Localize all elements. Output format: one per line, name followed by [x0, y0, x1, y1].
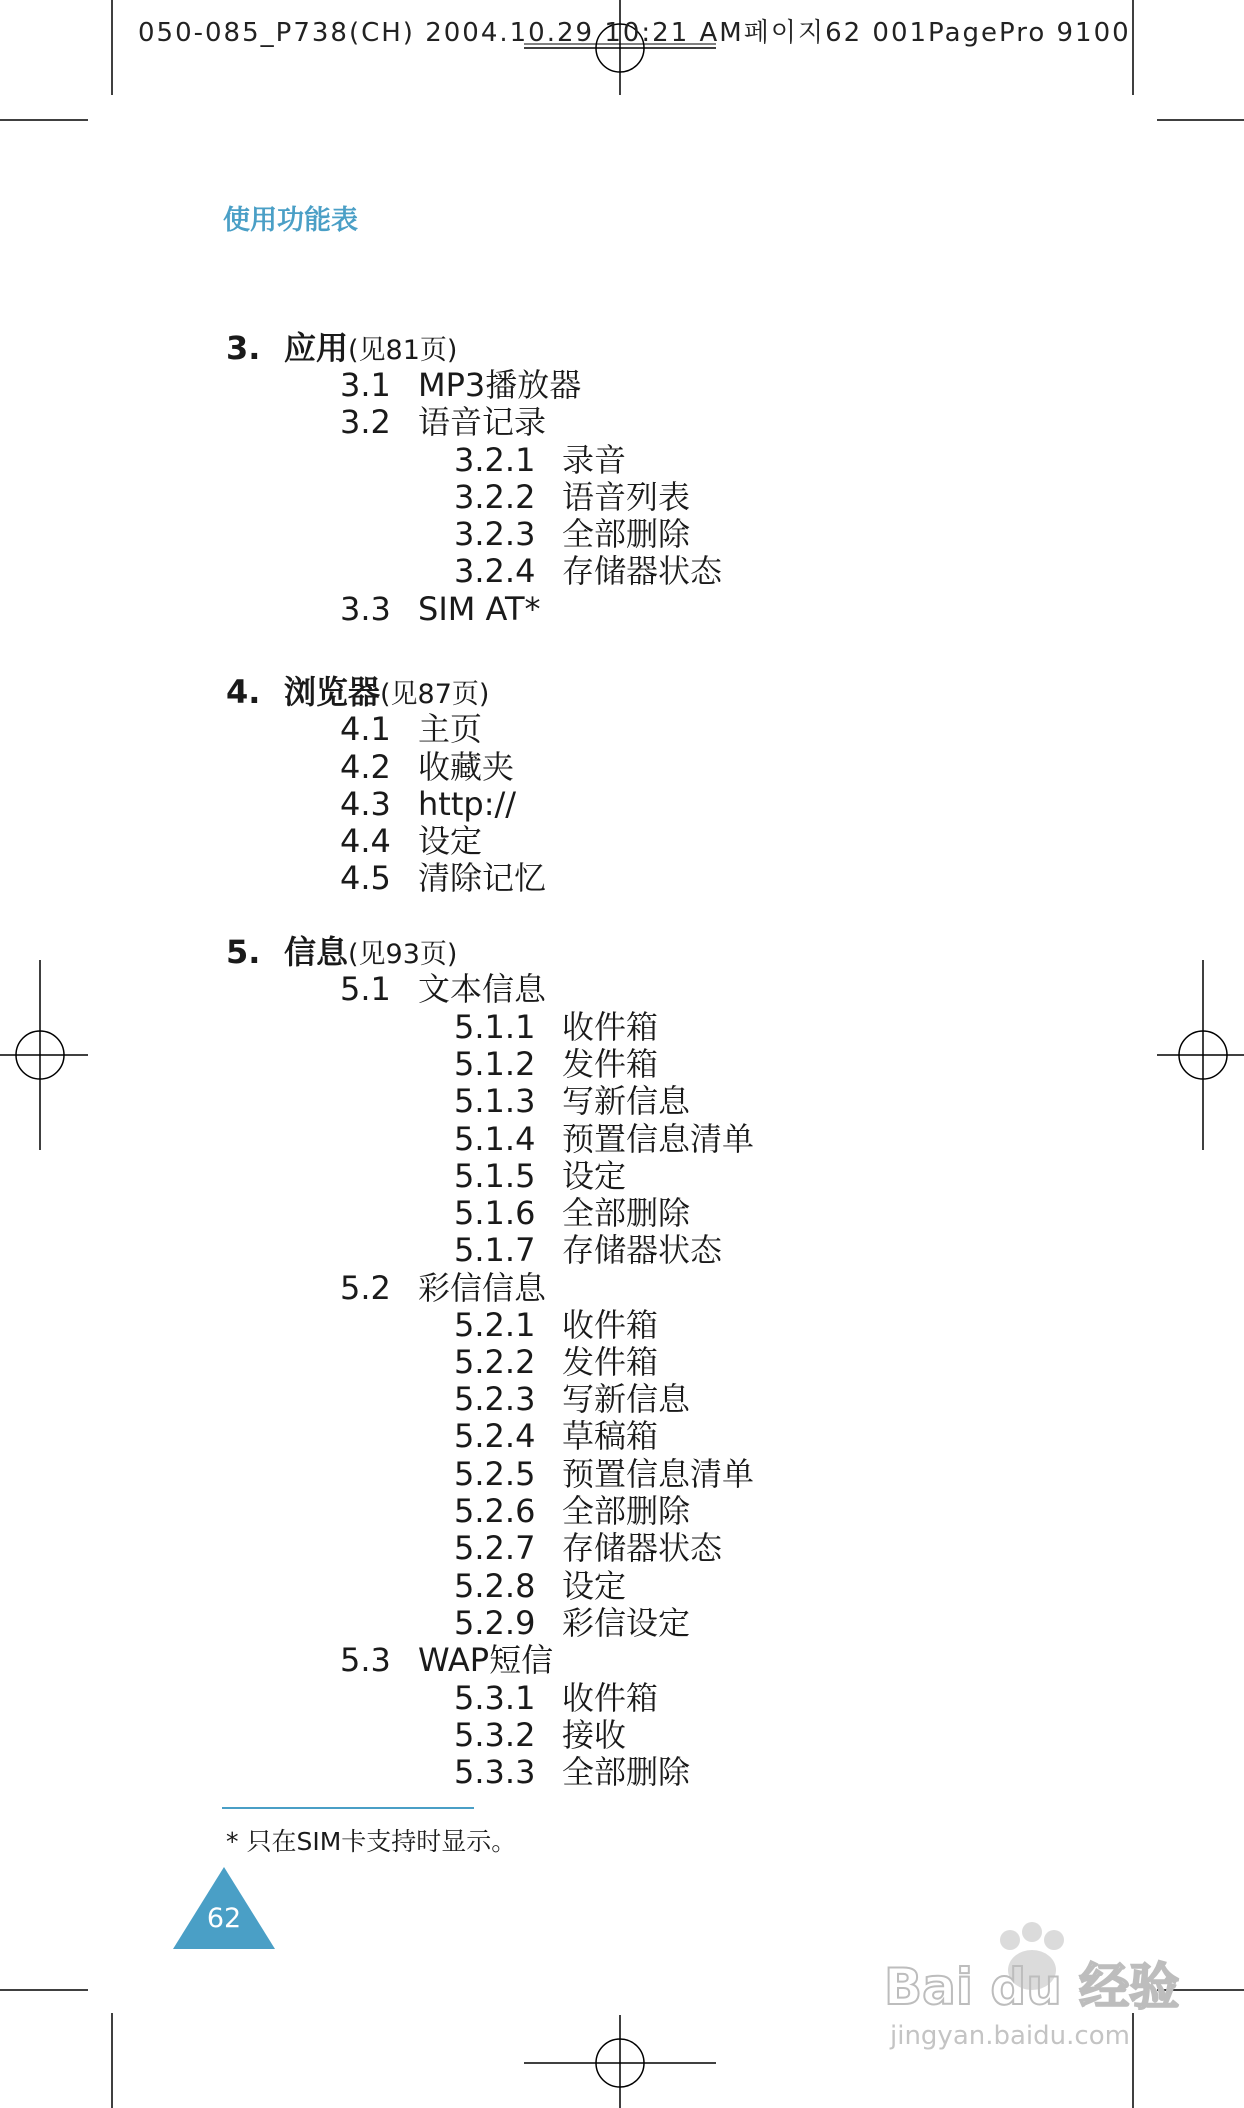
menu-label: WAP短信	[418, 1641, 554, 1679]
menu-label: 收件箱	[562, 1306, 659, 1344]
menu-number: 3.3	[340, 590, 391, 628]
watermark-brand: Bai du 经验	[884, 1958, 1180, 2016]
menu-number: 5.3.1	[454, 1679, 536, 1717]
menu-number: 5.2.4	[454, 1417, 536, 1455]
menu-label: 发件箱	[562, 1045, 659, 1083]
footnote-rule	[222, 1807, 474, 1809]
menu-label: 收藏夹	[418, 748, 515, 786]
section-title: 使用功能表	[223, 205, 358, 236]
menu-number: 3.2.3	[454, 515, 536, 553]
menu-label: 文本信息	[418, 970, 547, 1008]
menu-number: 5.2.1	[454, 1306, 536, 1344]
menu-number: 5.1.4	[454, 1120, 536, 1158]
menu-label: 预置信息清单	[562, 1455, 755, 1493]
menu-label: 应用	[284, 329, 349, 367]
menu-label: 设定	[562, 1157, 627, 1195]
page-number: 62	[206, 1903, 242, 1934]
menu-label: 设定	[562, 1567, 627, 1605]
menu-number: 5.2	[340, 1269, 391, 1307]
menu-number: 3.2.1	[454, 441, 536, 479]
menu-label: 存储器状态	[562, 552, 723, 590]
menu-number: 5.2.5	[454, 1455, 536, 1493]
menu-number: 5.2.3	[454, 1380, 536, 1418]
menu-label: 主页	[418, 710, 483, 748]
menu-number: 4.	[226, 673, 261, 711]
menu-number: 4.3	[340, 785, 391, 823]
page-reference: (见81页)	[348, 335, 458, 366]
menu-number: 5.2.9	[454, 1604, 536, 1642]
menu-label: 全部删除	[562, 1194, 691, 1232]
menu-number: 3.	[226, 329, 261, 367]
menu-label: 录音	[562, 441, 627, 479]
menu-label: 清除记忆	[418, 859, 547, 897]
menu-number: 5.1.7	[454, 1231, 536, 1269]
menu-number: 4.2	[340, 748, 391, 786]
menu-label: SIM AT*	[418, 590, 541, 628]
menu-number: 5.2.8	[454, 1567, 536, 1605]
menu-number: 5.2.7	[454, 1529, 536, 1567]
menu-label: 语音列表	[562, 478, 691, 516]
menu-number: 3.1	[340, 366, 391, 404]
menu-label: 存储器状态	[562, 1231, 723, 1269]
menu-number: 5.1.6	[454, 1194, 536, 1232]
menu-number: 5.2.6	[454, 1492, 536, 1530]
page-reference: (见93页)	[348, 939, 458, 970]
menu-label: 浏览器	[284, 673, 381, 711]
menu-label: MP3播放器	[418, 366, 582, 404]
menu-number: 5.1.2	[454, 1045, 536, 1083]
menu-number: 3.2	[340, 403, 391, 441]
menu-number: 5.1.5	[454, 1157, 536, 1195]
menu-number: 5.3.2	[454, 1716, 536, 1754]
menu-label: 彩信信息	[418, 1269, 547, 1307]
menu-label: 写新信息	[562, 1082, 691, 1120]
menu-label: 发件箱	[562, 1343, 659, 1381]
menu-number: 5.	[226, 933, 261, 971]
menu-label: http://	[418, 785, 517, 823]
menu-label: 彩信设定	[562, 1604, 691, 1642]
menu-label: 接收	[562, 1716, 627, 1754]
footnote: * 只在SIM卡支持时显示。	[226, 1827, 517, 1856]
menu-label: 收件箱	[562, 1008, 659, 1046]
menu-label: 设定	[418, 822, 483, 860]
baidu-jingyan-watermark	[882, 1918, 1182, 2058]
menu-number: 4.5	[340, 859, 391, 897]
menu-label: 收件箱	[562, 1679, 659, 1717]
menu-number: 5.2.2	[454, 1343, 536, 1381]
menu-number: 4.4	[340, 822, 391, 860]
menu-label: 全部删除	[562, 515, 691, 553]
page-reference: (见87页)	[380, 679, 490, 710]
menu-label: 全部删除	[562, 1492, 691, 1530]
menu-number: 3.2.4	[454, 552, 536, 590]
print-slug: 050-085_P738(CH) 2004.10.29 10:21 AM페이지62 001PagePro 9100	[138, 18, 1131, 48]
menu-label: 存储器状态	[562, 1529, 723, 1567]
menu-label: 全部删除	[562, 1753, 691, 1791]
menu-label: 信息	[284, 933, 349, 971]
menu-number: 5.3	[340, 1641, 391, 1679]
menu-label: 草稿箱	[562, 1417, 659, 1455]
menu-number: 5.1.3	[454, 1082, 536, 1120]
menu-number: 5.3.3	[454, 1753, 536, 1791]
menu-number: 4.1	[340, 710, 391, 748]
menu-number: 3.2.2	[454, 478, 536, 516]
menu-number: 5.1	[340, 970, 391, 1008]
menu-label: 语音记录	[418, 403, 547, 441]
menu-number: 5.1.1	[454, 1008, 536, 1046]
menu-label: 写新信息	[562, 1380, 691, 1418]
menu-label: 预置信息清单	[562, 1120, 755, 1158]
watermark-url: jingyan.baidu.com	[890, 2021, 1130, 2051]
